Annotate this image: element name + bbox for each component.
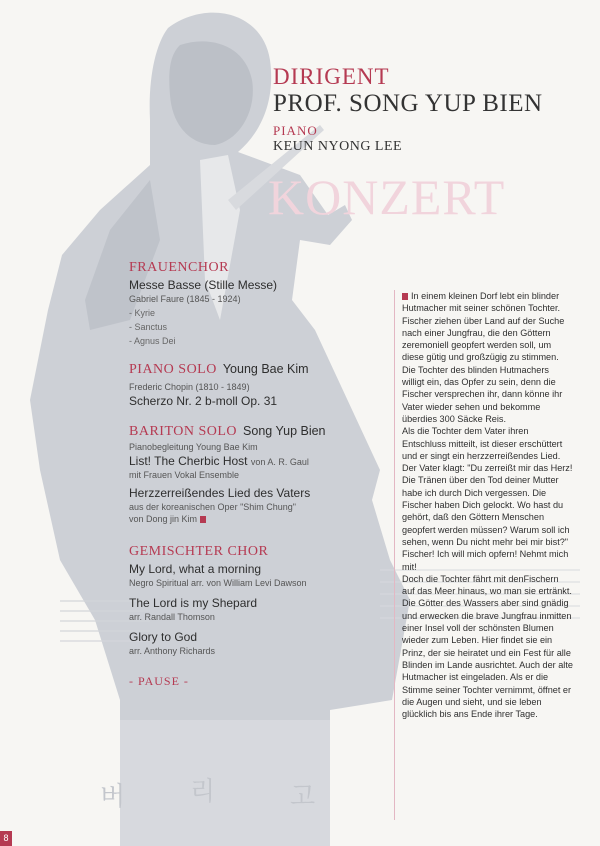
ensemble: mit Frauen Vokal Ensemble	[129, 470, 240, 480]
svg-text:고: 고	[290, 782, 316, 812]
konzert-watermark: KONZERT	[268, 169, 506, 225]
section-title: FRAUENCHOR	[129, 260, 229, 275]
work-title: The Lord is my Shepard	[129, 596, 258, 610]
section-piano-solo	[129, 362, 369, 408]
performer: Song Yup Bien	[243, 424, 326, 438]
section-frauenchor	[129, 260, 369, 346]
work-title: Herzzerreißendes Lied des Vaters	[129, 486, 311, 500]
work-title: Glory to God	[129, 630, 198, 644]
program-list	[129, 260, 369, 689]
page-number: 8	[0, 831, 12, 846]
svg-text:리: 리	[190, 777, 216, 807]
work-title: Messe Basse (Stille Messe)	[129, 278, 278, 292]
section-gemischter-chor	[129, 544, 369, 656]
accompaniment: Pianobegleitung Young Bae Kim	[129, 442, 258, 452]
section-title: BARITON SOLO	[129, 424, 238, 439]
work-title: Scherzo Nr. 2 b-moll Op. 31	[129, 394, 278, 408]
story-paragraph: Die Götter des Wassers aber sind gnädig und erwecken die brave Jungfrau inmitten einer Insel voll der schönsten Blumen wieder zum Leben. Hier findet sie ein Prinz, der sie heiratet und ein Fest für alle Blinden im Lande ausrichtet. Auch der alte Hutmacher ist eingeladen. Als er die Stimme seiner Tochter vernimmt, öffnet er die Augen und sieht, und sie leben glücklich bis ans Ende ihrer Tage.	[402, 598, 573, 720]
movement: - Kyrie	[129, 308, 156, 318]
opera-composer: von Dong jin Kim	[129, 514, 369, 524]
section-bariton-solo	[129, 424, 369, 524]
composer: Gabriel Faure (1845 - 1924)	[129, 294, 241, 304]
story-text	[394, 290, 573, 820]
composer: Frederic Chopin (1810 - 1849)	[129, 382, 250, 392]
pause-label: - PAUSE -	[129, 674, 189, 688]
movement: - Agnus Dei	[129, 336, 176, 346]
work-title: List! The Cherbic Host von A. R. Gaul	[129, 454, 309, 468]
section-title: GEMISCHTER CHOR	[129, 544, 269, 559]
work-note: arr. Randall Thomson	[129, 612, 215, 622]
square-marker-icon	[200, 516, 206, 523]
work-title: My Lord, what a morning	[129, 562, 262, 576]
story-paragraph: Doch die Tochter fährt mit denFischern auf das Meer hinaus, wo man sie ertränkt.	[402, 573, 572, 597]
work-note: Negro Spiritual arr. von William Levi Dawson	[129, 578, 307, 588]
story-paragraph: In einem kleinen Dorf lebt ein blinder Hutmacher mit seiner schönen Tochter. Fischer ziehen über Land auf der Suche nach einer Jungfrau, die den Göttern zeremoniell geopfert werden soll, um diese gütig und großzügig zu stimmen. Die Tochter des blinden Hutmachers willigt ein, das Opfer zu sein, denn die Fischer versprechen ihr, dann könne ihr Vater wieder sehen und bekomme überdies 300 Säcke Reis.	[402, 291, 565, 424]
role-heading: DIRIGENT	[273, 64, 390, 89]
performer: Young Bae Kim	[222, 362, 309, 376]
piano-label: PIANO	[273, 123, 318, 138]
work-note: arr. Anthony Richards	[129, 646, 216, 656]
movement: - Sanctus	[129, 322, 168, 332]
section-title: PIANO SOLO	[129, 362, 217, 377]
conductor-name: PROF. SONG YUP BIEN	[273, 90, 543, 117]
pianist-name: KEUN NYONG LEE	[273, 139, 403, 154]
svg-text:버: 버	[100, 782, 126, 812]
story-paragraph: Als die Tochter dem Vater ihren Entschluss mitteilt, ist dieser erschüttert und er singt ein herzzerreißendes Lied. Der Vater klagt: "Du zerreißt mir das Herz! Die Tränen über den Tod deiner Mutter habe ich durch Dich vergessen. Die Fischer haben Dich gelockt. Wo hast du gehört, daß den Göttern Menschen geopfert werden müssen? Warum soll ich sehen, wenn Du nicht mehr bei mir bist?" Fischer! Ich will mich opfern! Nehmt mich mit!	[402, 426, 573, 572]
square-marker-icon	[402, 293, 408, 300]
opera-source: aus der koreanischen Oper "Shim Chung"	[129, 502, 296, 512]
